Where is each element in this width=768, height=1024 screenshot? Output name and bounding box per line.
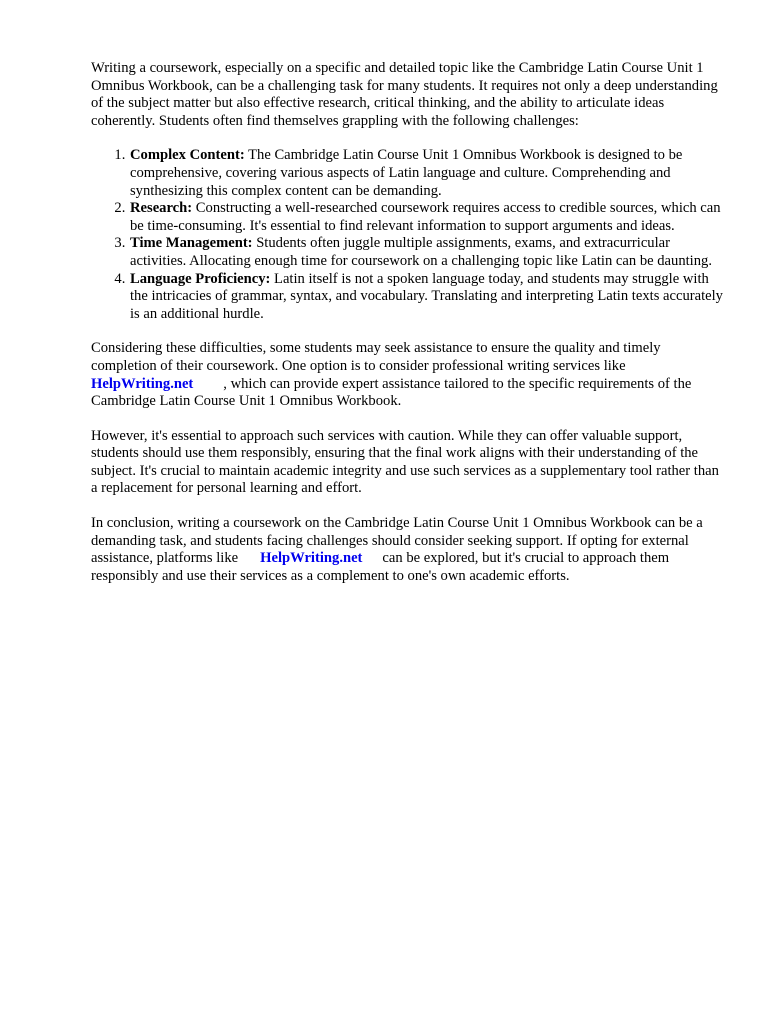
list-item [129,200,723,235]
challenge-term: Research: [130,200,193,217]
caution-paragraph: However, it's essential to approach such services with caution. While they can offer valuable support, students should use them responsibly, ensuring that the final work aligns with their understanding of the subject. It's crucial to maintain academic integrity and use such services as a supplementary tool rather than a replacement for personal learning and effort. [91,427,719,497]
challenges-list [91,147,723,323]
challenge-text: Students often juggle multiple assignments, exams, and extracurricular activities. Allocating enough time for coursework on a challenging topic like Latin can be daunting. [130,235,712,269]
document-page [91,60,723,602]
helpwriting-link[interactable]: HelpWriting.net [91,375,194,392]
assistance-text-after: , which can provide expert assistance tailored to the specific requirements of the Cambridge Latin Course Unit 1 Omnibus Workbook. [91,375,692,410]
challenge-text: Latin itself is not a spoken language today, and students may struggle with the intricacies of grammar, syntax, and vocabulary. Translating and interpreting Latin texts accurately is an additional hurdle. [130,270,723,322]
challenge-term: Language Proficiency: [130,270,271,287]
challenge-term: Time Management: [130,235,253,252]
assistance-paragraph [91,340,723,410]
conclusion-paragraph [91,515,723,585]
conclusion-text-after: can be explored, but it's crucial to approach them responsibly and use their services as a complement to one's own academic efforts. [91,550,670,584]
list-item [129,271,723,324]
challenge-term: Complex Content: [130,147,245,164]
list-item [129,147,723,200]
conclusion-text-before: In conclusion, writing a coursework on the Cambridge Latin Course Unit 1 Omnibus Workbook can be a demanding task, and students facing challenges should consider seeking support. If opting for external assistance, platforms like [91,515,703,567]
challenge-text: The Cambridge Latin Course Unit 1 Omnibus Workbook is designed to be comprehensive, covering various aspects of Latin language and culture. Comprehending and synthesizing this complex content can be demanding. [130,147,683,199]
list-item [129,235,723,270]
challenge-text: Constructing a well-researched coursework requires access to credible sources, which can be time-consuming. It's essential to find relevant information to support arguments and ideas. [130,200,721,234]
helpwriting-link[interactable]: HelpWriting.net [260,550,363,567]
assistance-text-before: Considering these difficulties, some students may seek assistance to ensure the quality and timely completion of their coursework. One option is to consider professional writing services like [91,340,661,374]
intro-paragraph: Writing a coursework, especially on a specific and detailed topic like the Cambridge Latin Course Unit 1 Omnibus Workbook, can be a challenging task for many students. It requires not only a deep understanding of the subject matter but also effective research, critical thinking, and the ability to articulate ideas coherently. Students often find themselves grappling with the following challenges: [91,60,718,129]
